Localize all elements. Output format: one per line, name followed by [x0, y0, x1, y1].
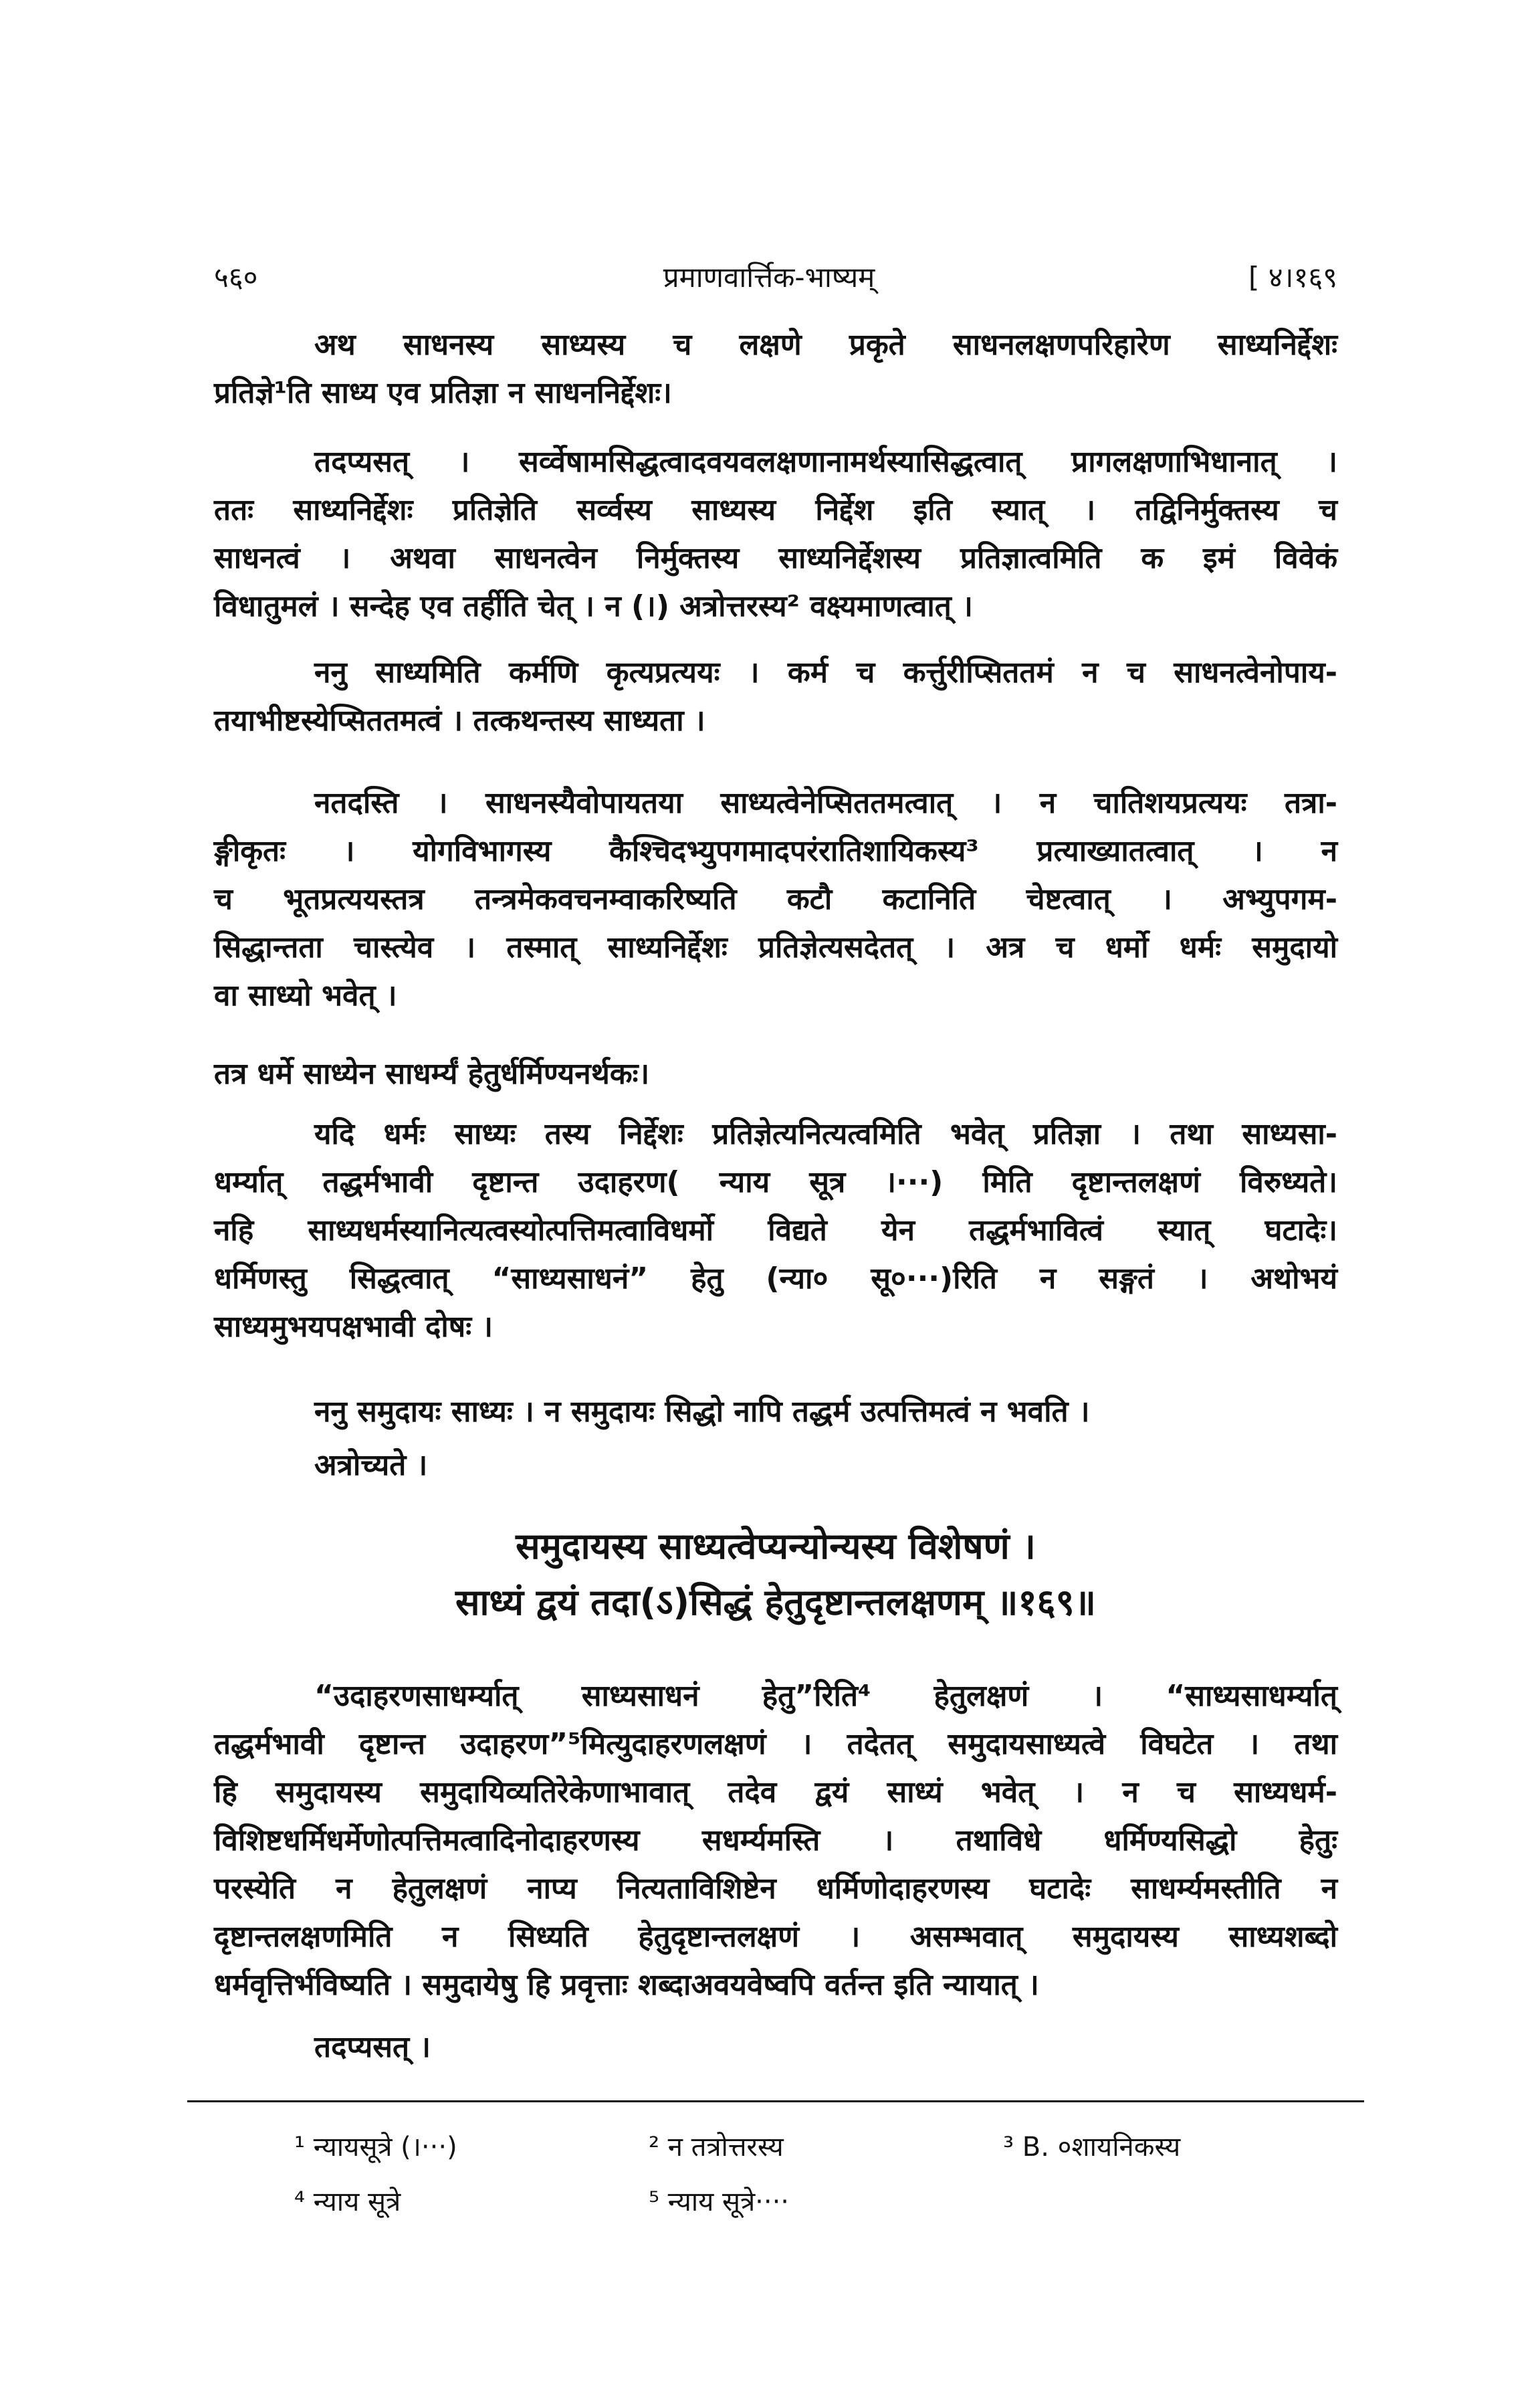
page-number: ५६०: [214, 261, 258, 294]
section-reference: [ ४।१६९: [1248, 261, 1337, 294]
text-line: ततः साध्यनिर्द्देशः प्रतिज्ञेति सर्व्वस्य साध्यस्य निर्द्देश इति स्यात् । तद्विनिर्मुक्तस्य च: [214, 493, 1337, 527]
text-line: साध्यमुभयपक्षभावी दोषः ।: [214, 1310, 493, 1344]
paragraph: [314, 2023, 1438, 2072]
text-line: सिद्धान्तता चास्त्येव । तस्मात् साध्यनिर्द्देशः प्रतिज्ञेत्यसदेतत् । अत्र च धर्मो धर्मः समुदायो: [214, 930, 1337, 965]
text-line: साधनत्वं । अथवा साधनत्वेन निर्मुक्तस्य साध्यनिर्द्देशस्य प्रतिज्ञात्वमिति क इमं विवेकं: [214, 541, 1337, 575]
verse-karika: [214, 1518, 1337, 1631]
text-line: तद्धर्मभावी दृष्टान्त उदाहरण”⁵मित्युदाहरणलक्षणं । तदेतत् समुदायसाध्यत्वे विघटेत । तथा: [214, 1727, 1337, 1761]
text-line: वा साध्यो भवेत् ।: [214, 979, 397, 1013]
paragraph: [314, 1441, 1438, 1490]
paragraph: [214, 1672, 1337, 2009]
paragraph: [314, 1388, 1438, 1436]
text-line: “उदाहरणसाधर्म्यात् साध्यसाधनं हेतु”रिति⁴ हेतुलक्षणं । “साध्यसाधर्म्यात्: [314, 1679, 1337, 1713]
paragraph: [214, 1050, 1337, 1098]
paragraph: [214, 1110, 1337, 1351]
footnote-3: ³ B. ०शायनिकस्य: [1003, 2132, 1181, 2163]
text-line: अत्रोच्यते ।: [314, 1448, 428, 1482]
text-line: परस्येति न हेतुलक्षणं नाप्य नित्यताविशिष्टेन धर्मिणोदाहरणस्य घटादेः साधर्म्यमस्तीति न: [214, 1872, 1337, 1906]
text-line: विशिष्टधर्मिधर्मेणोत्पत्तिमत्वादिनोदाहरणस्य सधर्म्यमस्ति । तथाविधे धर्मिण्यसिद्धो हेतुः: [214, 1823, 1337, 1858]
text-line: ननु साध्यमिति कर्मणि कृत्यप्रत्ययः । कर्म च कर्त्तुरीप्सिततमं न च साधनत्वेनोपाय-: [314, 656, 1337, 690]
text-line: विधातुमलं । सन्देह एव तर्हीति चेत् । न (।) अत्रोत्तरस्य² वक्ष्यमाणत्वात् ।: [214, 589, 973, 623]
verse-line: साध्यं द्वयं तदा(ऽ)सिद्धं हेतुदृष्टान्तलक्षणम् ॥१६९॥: [455, 1581, 1096, 1623]
verse-line: समुदायस्य साध्यत्वेप्यन्योन्यस्य विशेषणं ।: [516, 1525, 1036, 1567]
footnote-2: ² न तत्रोत्तरस्य: [649, 2132, 784, 2163]
text-line: धर्म्यात् तद्धर्मभावी दृष्टान्त उदाहरण( न्याय सूत्र ।···) मिति दृष्टान्तलक्षणं विरुध्यते।: [214, 1165, 1337, 1199]
paragraph: [214, 649, 1337, 745]
text-line: अथ साधनस्य साध्यस्य च लक्षणे प्रकृते साधनलक्षणपरिहारेण साध्यनिर्द्देशः: [314, 328, 1337, 362]
footnote-5: ⁵ न्याय सूत्रे····: [649, 2187, 790, 2217]
text-line: दृष्टान्तलक्षणमिति न सिध्यति हेतुदृष्टान्तलक्षणं । असम्भवात् समुदायस्य साध्यशब्दो: [214, 1920, 1337, 1954]
paragraph: [214, 438, 1337, 631]
text-line: तयाभीष्टस्येप्सिततमत्वं । तत्कथन्तस्य साध्यता ।: [214, 704, 705, 738]
text-line: धर्मिणस्तु सिद्धत्वात् “साध्यसाधनं” हेतु (न्या० सू०···)रिति न सङ्गतं । अथोभयं: [214, 1262, 1337, 1296]
paragraph: [214, 321, 1337, 417]
text-line: ननु समुदायः साध्यः । न समुदायः सिद्धो नापि तद्धर्म उत्पत्तिमत्वं न भवति ।: [314, 1395, 1090, 1429]
paragraph: [214, 779, 1337, 1020]
footnote-1: ¹ न्यायसूत्रे (।···): [294, 2132, 457, 2163]
footnote-4: ⁴ न्याय सूत्रे: [294, 2187, 401, 2217]
footnote-divider: [187, 2100, 1364, 2102]
text-line: तदप्यसत् ।: [314, 2030, 431, 2064]
text-line: प्रतिज्ञे¹ति साध्य एव प्रतिज्ञा न साधननिर्द्देशः।: [214, 376, 672, 410]
text-line: तदप्यसत् । सर्व्वेषामसिद्धत्वादवयवलक्षणानामर्थस्यासिद्धत्वात् प्रागलक्षणाभिधानात् ।: [314, 445, 1337, 479]
text-line: धर्मवृत्तिर्भविष्यति । समुदायेषु हि प्रवृत्ताः शब्दाअवयवेष्वपि वर्तन्त इति न्यायात् ।: [214, 1968, 1039, 2002]
text-line: नतदस्ति । साधनस्यैवोपायतया साध्यत्वेनेप्सिततमत्वात् । न चातिशयप्रत्ययः तत्रा-: [314, 786, 1337, 820]
text-line: हि समुदायस्य समुदायिव्यतिरेकेणाभावात् तदेव द्वयं साध्यं भवेत् । न च साध्यधर्म-: [214, 1775, 1337, 1809]
text-line: च भूतप्रत्ययस्तत्र तन्त्रमेकवचनम्वाकरिष्यति कटौ कटानिति चेष्टत्वात् । अभ्युपगम-: [214, 882, 1337, 916]
running-title: प्रमाणवार्त्तिक-भाष्यम्: [663, 261, 875, 294]
text-line: नहि साध्यधर्मस्यानित्यत्वस्योत्पत्तिमत्वाविधर्मो विद्यते येन तद्धर्मभावित्वं स्यात् घटादेः।: [214, 1213, 1337, 1247]
text-line: यदि धर्मः साध्यः तस्य निर्द्देशः प्रतिज्ञेत्यनित्यत्वमिति भवेत् प्रतिज्ञा । तथा साध्यसा-: [314, 1117, 1337, 1151]
text-line: ङ्गीकृतः । योगविभागस्य कैश्चिदभ्युपगमादपरंरातिशायिकस्य³ प्रत्याख्यातत्वात् । न: [214, 834, 1337, 868]
text-line: तत्र धर्मे साध्येन साधर्म्यं हेतुर्धर्मिण्यनर्थकः।: [214, 1057, 650, 1091]
